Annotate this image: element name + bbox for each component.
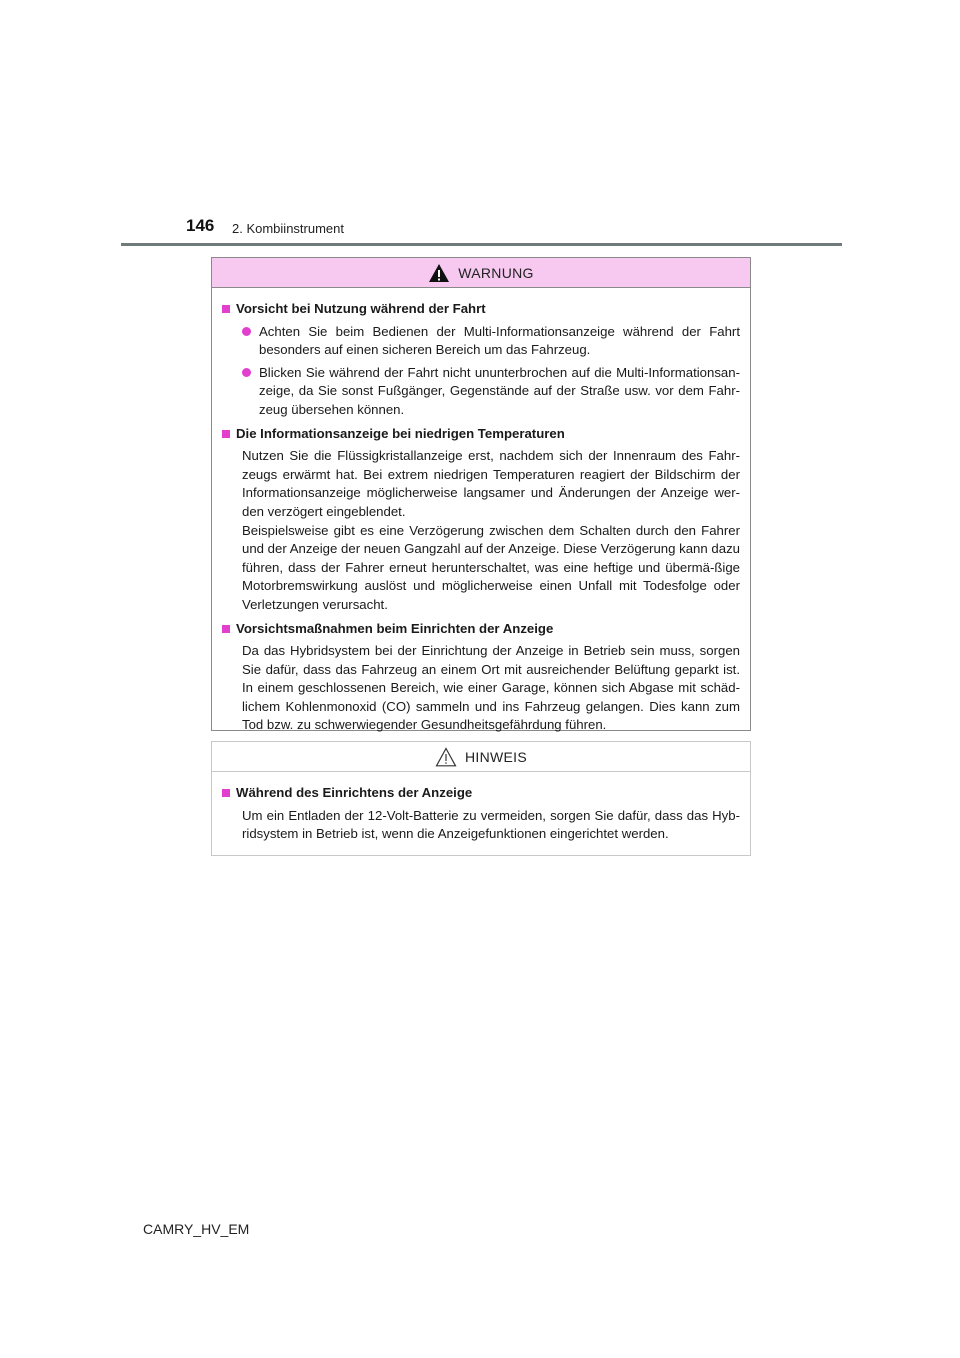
page-number: 146 [186, 216, 215, 235]
warning-section [222, 425, 740, 615]
paragraph: Beispielsweise gibt es eine Verzögerung zwischen dem Schalten durch den Fahrer und der Anzeige der neuen Gangzahl auf der Anzeige. Diese Verzögerung kann dazu führen, dass der Fahrer erneut herunterschaltet, was eine heftige und übermä-ßige Motorbremswirkung auslöst und möglicherweise einen Unfall mit Todesfolge oder Verletzungen verursacht. [242, 522, 740, 612]
document-code: CAMRY_HV_EM [143, 1221, 250, 1237]
warning-section [222, 300, 740, 420]
paragraph: Da das Hybridsystem bei der Einrichtung der Anzeige in Betrieb sein muss, sorgen Sie dafür, dass das Fahrzeug an einem Ort mit ausreichender Belüftung geparkt ist. In einem geschlossenen Bereich, wie einer Garage, können sich Abgase mit schäd-lichem Kohlenmonoxid (CO) sammeln und ins Fahrzeug gelangen. Dies kann zum Tod bzw. zu schwerwiegender Gesundheitsgefährdung führen. [242, 643, 740, 733]
notice-box [211, 741, 751, 856]
notice-section [222, 784, 740, 844]
warning-box [211, 257, 751, 731]
warning-section [222, 620, 740, 736]
section-heading: Vorsicht bei Nutzung während der Fahrt [236, 301, 486, 316]
square-bullet-icon [222, 789, 230, 797]
square-bullet-icon [222, 625, 230, 633]
round-bullet-icon [242, 368, 251, 377]
paragraph: Nutzen Sie die Flüssigkristallanzeige erst, nachdem sich der Innenraum des Fahr-zeugs erwärmt hat. Bei extrem niedrigen Temperaturen reagiert der Bildschirm der Informationsanzeige möglicherweise langsamer und Änderungen der Anzeige wer-den verzögert eingeblendet. [242, 448, 740, 519]
notice-header [212, 742, 750, 772]
square-bullet-icon [222, 430, 230, 438]
section-heading: Die Informationsanzeige bei niedrigen Temperaturen [236, 425, 565, 441]
round-bullet-icon [242, 327, 251, 336]
section-title: 2. Kombiinstrument [232, 221, 344, 236]
notice-title: HINWEIS [465, 748, 527, 765]
section-heading: Während des Einrichtens der Anzeige [236, 785, 473, 800]
square-bullet-icon [222, 305, 230, 313]
list-item [242, 323, 740, 360]
warning-header [212, 258, 750, 288]
bullet-text: Achten Sie beim Bedienen der Multi-Informationsanzeige während der Fahrt besonders auf einen sicheren Bereich um das Fahrzeug. [259, 323, 740, 358]
warning-title: WARNUNG [458, 264, 534, 281]
bullet-text: Blicken Sie während der Fahrt nicht ununterbrochen auf die Multi-Informationsan-zeige, da Sie sonst Fußgänger, Gegenstände auf der Straße usw. vor dem Fahr-zeug übersehen können. [259, 364, 740, 417]
section-heading: Vorsichtsmaßnahmen beim Einrichten der Anzeige [236, 620, 554, 636]
paragraph: Um ein Entladen der 12-Volt-Batterie zu vermeiden, sorgen Sie dafür, dass das Hyb-ridsystem in Betrieb ist, wenn die Anzeigefunktionen eingerichtet werden. [242, 807, 740, 842]
list-item [242, 364, 740, 420]
caution-triangle-icon [435, 747, 457, 767]
header-divider [121, 243, 842, 246]
warning-triangle-icon [428, 263, 450, 283]
